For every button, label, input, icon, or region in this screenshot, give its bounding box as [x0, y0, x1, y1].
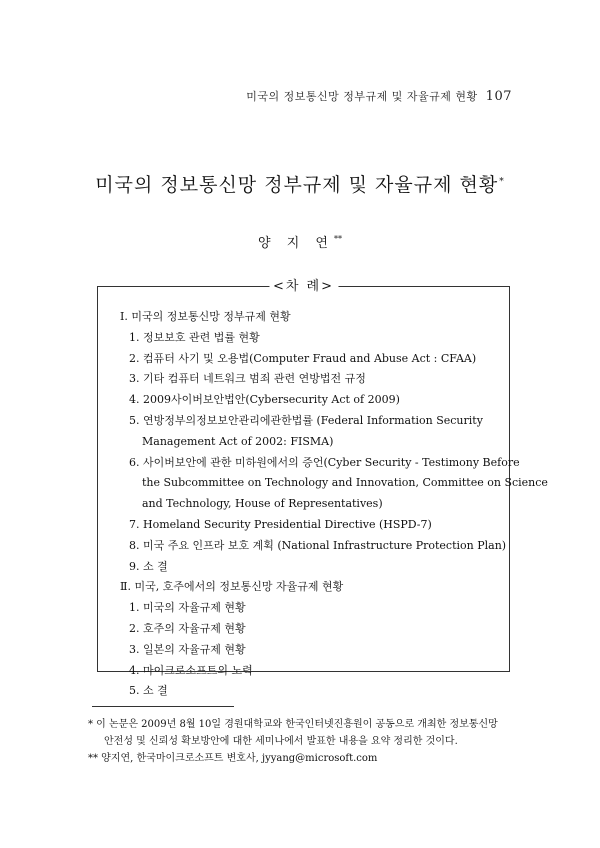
toc-entry: 1. 정보보호 관련 법률 현황: [129, 330, 260, 344]
footnote-line: 안전성 및 신뢰성 확보방안에 대한 세미나에서 발표한 내용을 요약 정리한 것이다.: [104, 736, 458, 747]
toc-list: [120, 307, 548, 702]
toc-entry: 8. 미국 주요 인프라 보호 계획 (National Infrastructure Protection Plan): [129, 538, 507, 552]
toc-entry: 5. 연방정부의정보보안관리에관한법률 (Federal Information Security: [129, 413, 483, 427]
paper-title: [0, 170, 600, 197]
toc-entry-continuation: Management Act of 2002: FISMA): [142, 434, 334, 448]
author-line: [0, 232, 600, 251]
author-name: 양 지 연: [258, 236, 334, 251]
toc-entry: 4. 2009사이버보안법안(Cybersecurity Act of 2009): [129, 393, 400, 407]
toc-entry: 3. 일본의 자율규제 현황: [129, 642, 246, 656]
toc-entry: 1. 미국의 자율규제 현황: [129, 601, 246, 615]
toc-entry: 5. 소 결: [129, 684, 168, 698]
toc-entry-continuation: and Technology, House of Representatives): [142, 497, 383, 511]
footnote-line: * 이 논문은 2009년 8월 10일 경원대학교와 한국인터넷진흥원이 공동으로 개최한 정보통신망: [88, 719, 498, 730]
toc-entry: 2. 호주의 자율규제 현황: [129, 621, 246, 635]
toc-label: <차 례>: [269, 278, 338, 296]
toc-section: Ⅱ. 미국, 호주에서의 정보통신망 자율규제 현황: [120, 580, 344, 594]
toc-entry: 2. 컴퓨터 사기 및 오용법(Computer Fraud and Abuse Act : CFAA): [129, 351, 477, 365]
toc-entry: 6. 사이버보안에 관한 미하원에서의 증언(Cyber Security - Testimony Before: [129, 455, 520, 469]
toc-entry: 9. 소 결: [129, 559, 168, 573]
toc-entry: 4. 마이크로소프트의 노력: [129, 663, 253, 677]
toc-entry-continuation: the Subcommittee on Technology and Innovation, Committee on Science: [142, 476, 548, 490]
running-header: [246, 88, 512, 104]
toc-entry: 7. Homeland Security Presidential Directive (HSPD-7): [129, 517, 432, 531]
toc-section: Ⅰ. 미국의 정보통신망 정부규제 현황: [120, 310, 291, 323]
page-number: 107: [485, 89, 512, 104]
title-footnote-marker: *: [499, 176, 505, 187]
footnote-divider: [92, 706, 234, 707]
toc-entry: 3. 기타 컴퓨터 네트워크 범죄 관련 연방법전 규정: [129, 372, 366, 386]
table-of-contents: [97, 279, 548, 698]
paper-title-text: 미국의 정보통신망 정부규제 및 자율규제 현황: [95, 174, 499, 196]
footnotes: [88, 716, 528, 767]
footnote-line: ** 양지연, 한국마이크로소프트 변호사, jyyang@microsoft.com: [88, 753, 378, 764]
running-header-title: 미국의 정보통신망 정부규제 및 자율규제 현황: [246, 90, 478, 103]
author-footnote-marker: **: [333, 234, 342, 244]
